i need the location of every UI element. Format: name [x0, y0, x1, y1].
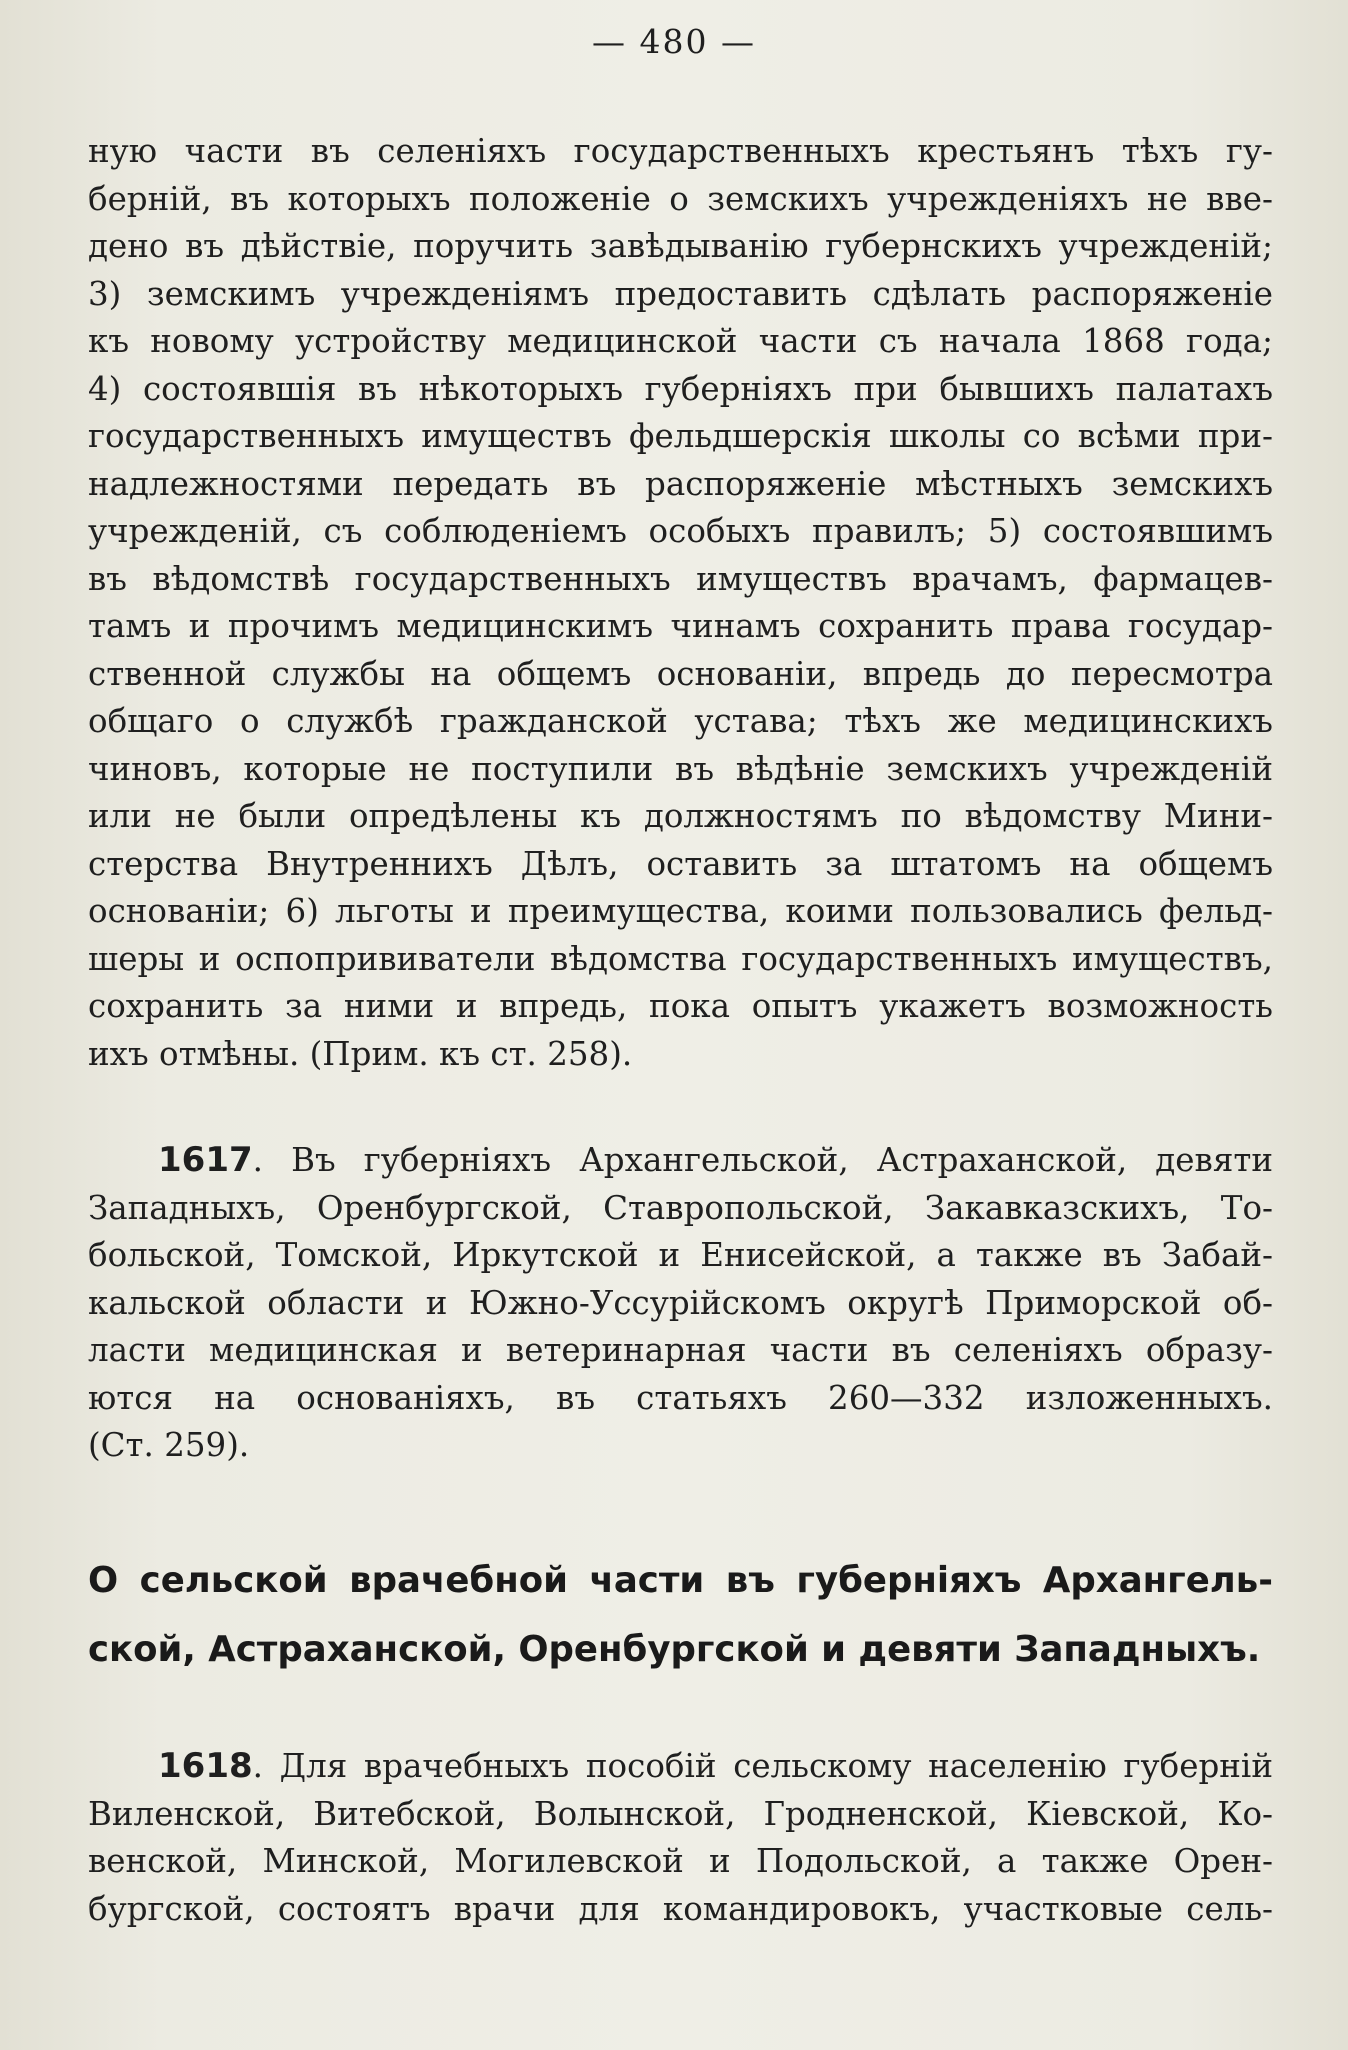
text-line: или не были опредѣлены къ должностямъ по вѣдомству Мини-: [88, 797, 1273, 835]
page-number: — 480 —: [592, 22, 756, 61]
article-first-line-text: . Для врачебныхъ пособій сельскому населенію губерній: [252, 1747, 1273, 1785]
text-line: общаго о службѣ гражданской устава; тѣхъ же медицинскихъ: [88, 702, 1273, 740]
text-line: въ вѣдомствѣ государственныхъ имуществъ врачамъ, фармацев-: [88, 559, 1273, 598]
text-line: чиновъ, которые не поступили въ вѣдѣніе земскихъ учрежденій: [88, 749, 1273, 788]
text-line: 3) земскимъ учрежденіямъ предоставить сдѣлать распоряженіе: [88, 274, 1273, 313]
text-line: ласти медицинская и ветеринарная части въ селеніяхъ образу-: [88, 1331, 1273, 1369]
text-line: государственныхъ имуществъ фельдшерскія школы со всѣми при-: [88, 417, 1273, 455]
text-line: надлежностями передать въ распоряженіе мѣстныхъ земскихъ: [88, 464, 1273, 503]
text-line: къ новому устройству медицинской части съ начала 1868 года;: [88, 322, 1273, 360]
text-line: больской, Томской, Иркутской и Енисейской, а также въ Забай-: [88, 1236, 1273, 1274]
text-line: ственной службы на общемъ основаніи, впредь до пересмотра: [88, 654, 1273, 693]
text-line: венской, Минской, Могилевской и Подольской, а также Орен-: [88, 1842, 1273, 1880]
text-line: Западныхъ, Оренбургской, Ставропольской, Закавказскихъ, То-: [88, 1188, 1273, 1227]
heading-line: ской, Астраханской, Оренбургской и девяти Западныхъ.: [88, 1629, 1261, 1670]
text-line: ную части въ селеніяхъ государственныхъ крестьянъ тѣхъ гу-: [88, 132, 1273, 170]
text-line: дено въ дѣйствіе, поручить завѣдыванію губернскихъ учрежденій;: [88, 227, 1273, 265]
text-line: бургской, состоятъ врачи для командировокъ, участковые сель-: [88, 1889, 1273, 1928]
section-heading: [88, 1546, 1273, 1684]
article-1618: [88, 1743, 1273, 1933]
article-number: 1617: [158, 1140, 253, 1180]
article-first-line: [88, 1137, 1273, 1185]
text-line: 4) состоявшія въ нѣкоторыхъ губерніяхъ при бывшихъ палатахъ: [88, 369, 1273, 408]
text-line: (Ст. 259).: [88, 1426, 250, 1464]
text-line: учрежденій, съ соблюденіемъ особыхъ правилъ; 5) состоявшимъ: [88, 512, 1273, 550]
text-line: стерства Внутреннихъ Дѣлъ, оставить за штатомъ на общемъ: [88, 844, 1273, 883]
heading-line: О сельской врачебной части въ губерніяхъ Архангель-: [88, 1560, 1273, 1601]
text-line: основаніи; 6) льготы и преимущества, коими пользовались фельд-: [88, 892, 1273, 930]
paragraph-note-258: [88, 128, 1273, 1078]
text-line: ются на основаніяхъ, въ статьяхъ 260—332 изложенныхъ.: [88, 1378, 1273, 1417]
text-line: кальской области и Южно-Уссурійскомъ округѣ Приморской об-: [88, 1283, 1273, 1322]
article-1617: [88, 1137, 1273, 1470]
text-line: сохранить за ними и впредь, пока опытъ укажетъ возможность: [88, 987, 1273, 1025]
text-line: ихъ отмѣны. (Прим. къ ст. 258).: [88, 1034, 633, 1073]
text-line: Виленской, Витебской, Волынской, Гродненской, Кіевской, Ко-: [88, 1794, 1273, 1833]
article-first-line-text: . Въ губерніяхъ Архангельской, Астраханской, девяти: [252, 1141, 1273, 1179]
article-number: 1618: [158, 1746, 253, 1786]
text-line: шеры и оспопрививатели вѣдомства государственныхъ имуществъ,: [88, 939, 1273, 978]
text-line: тамъ и прочимъ медицинскимъ чинамъ сохранить права государ-: [88, 607, 1273, 645]
article-first-line: [88, 1743, 1273, 1791]
text-line: берній, въ которыхъ положеніе о земскихъ учрежденіяхъ не вве-: [88, 179, 1273, 218]
